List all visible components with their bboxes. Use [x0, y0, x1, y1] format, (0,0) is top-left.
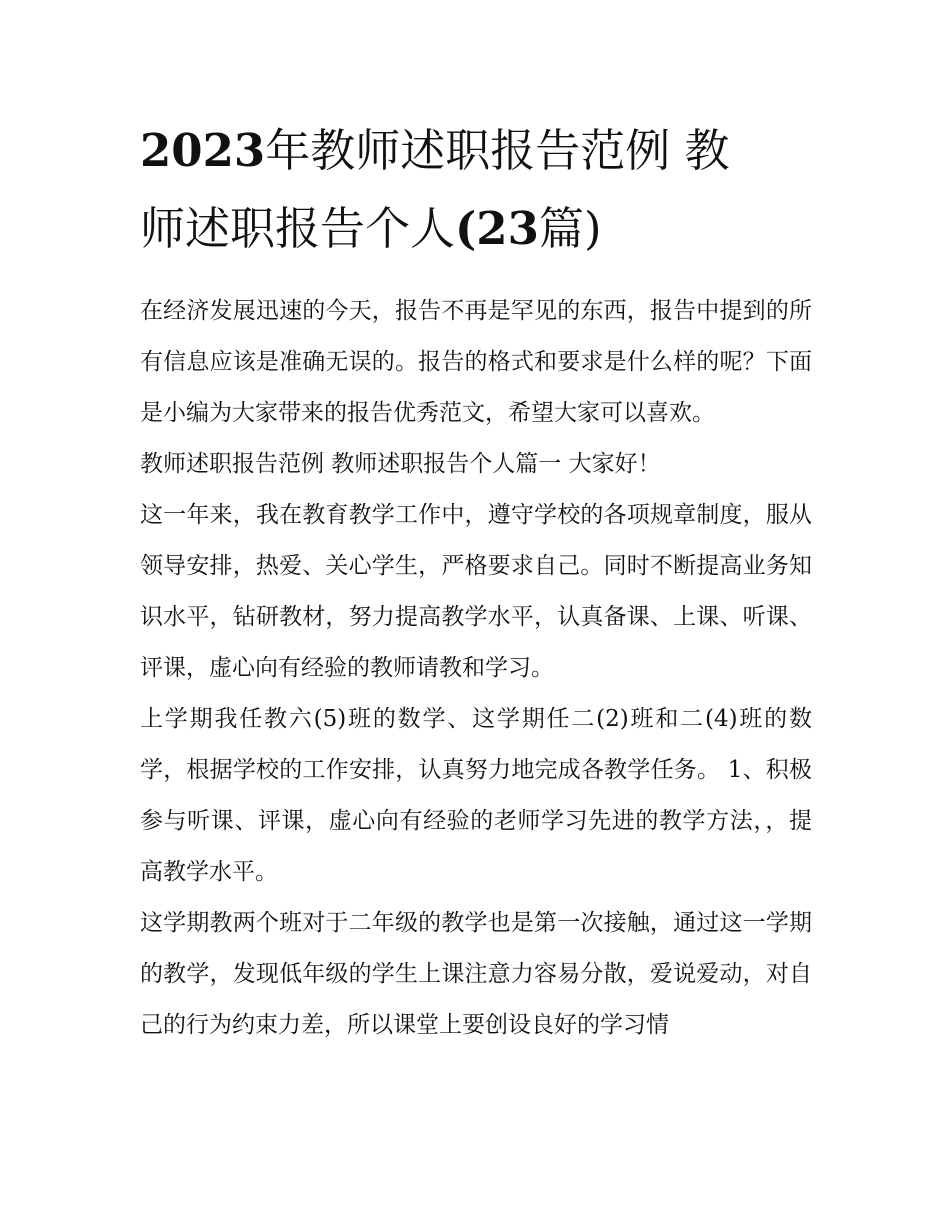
paragraph-section-heading: 教师述职报告范例 教师述职报告个人篇一 大家好！: [140, 451, 661, 477]
paragraph-teaching-assignment: 上学期我任教六(5)班的数学、这学期任二(2)班和二(4)班的数学，根据学校的工作安排，认真努力地完成各教学任务。 1、积极参与听课、评课，虚心向有经验的老师学习先进的教学方法，，提高教学水平。: [140, 706, 812, 885]
title-line-2-suffix: 篇): [538, 202, 602, 255]
paragraph-second-grade: 这学期教两个班对于二年级的教学也是第一次接触，通过这一学期的教学，发现低年级的学生上课注意力容易分散，爱说爱动，对自己的行为约束力差，所以课堂上要创设良好的学习情: [140, 910, 812, 1038]
title-count: (23: [455, 202, 539, 255]
title-year: 2023: [140, 124, 266, 177]
title-line-1-text: 年教师述职报告范例 教: [265, 124, 730, 177]
title-line-1: [140, 112, 812, 190]
document-title: [140, 112, 812, 268]
paragraph-work-summary: 这一年来，我在教育教学工作中，遵守学校的各项规章制度，服从领导安排，热爱、关心学生，严格要求自己。同时不断提高业务知识水平，钻研教材，努力提高教学水平，认真备课、上课、听课、评课，虚心向有经验的教师请教和学习。: [140, 502, 812, 681]
document-page: [140, 112, 812, 1051]
title-line-2-text: 师述职报告个人: [140, 202, 456, 255]
paragraph-intro: 在经济发展迅速的今天，报告不再是罕见的东西，报告中提到的所有信息应该是准确无误的。报告的格式和要求是什么样的呢？下面是小编为大家带来的报告优秀范文，希望大家可以喜欢。: [140, 298, 812, 426]
title-line-2: [140, 190, 812, 268]
